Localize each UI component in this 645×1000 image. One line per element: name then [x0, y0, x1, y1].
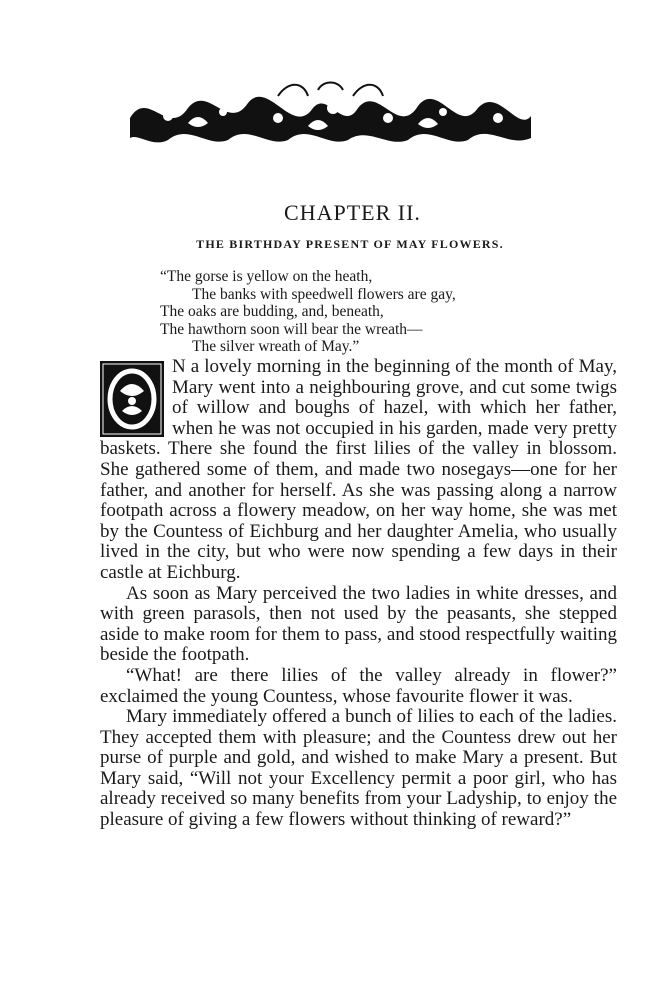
- poem-line: The oaks are budding, and, beneath,: [160, 303, 384, 320]
- chapter-title: THE BIRTHDAY PRESENT OF MAY FLOWERS.: [196, 237, 504, 251]
- epigraph-poem: [160, 268, 456, 356]
- chapter-heading: CHAPTER II.: [284, 200, 421, 225]
- poem-line: The silver wreath of May.”: [192, 338, 360, 355]
- poem-line: The banks with speedwell flowers are gay,: [192, 285, 456, 303]
- paragraph: As soon as Mary perceived the two ladies in white dresses, and with green parasols, then not used by the peasants, she stepped aside to make room for them to pass, and stood respectfully waiting beside the footpath.: [100, 582, 617, 666]
- paragraph: Mary immediately offered a bunch of lilies to each of the ladies. They accepted them with pleasure; and the Countess drew out her purse of purple and gold, and wished to make Mary a present. But Mary said, “Will not your Excellency permit a poor girl, who has already received so many benefits from your Ladyship, to enjoy the pleasure of giving a few flowers without thinking of reward?”: [100, 706, 617, 831]
- paragraph: [100, 357, 617, 584]
- paragraph: “What! are there lilies of the valley already in flower?” exclaimed the young Countess, whose favourite flower it was.: [100, 664, 617, 707]
- dropcap-o-icon: [100, 361, 164, 437]
- floral-ornament-icon: [128, 78, 533, 148]
- chapter-body: [100, 357, 617, 831]
- poem-line: The hawthorn soon will bear the wreath—: [160, 320, 423, 338]
- paragraph-text: N a lovely morning in the beginning of the month of May, Mary went into a neighbouring grove, and cut some twigs of willow and boughs of hazel, with which her father, when he was not occupied in his garden, made very pretty baskets. There she found the first lilies of the valley in blossom. She gathered some of them, and made two nosegays—one for her father, and another for herself. As she was passing along a narrow footpath across a flowery meadow, on her way home, she was met by the Countess of Eichburg and her daughter Amelia, who usually lived in the city, but who were now spending a few days in their castle at Eichburg.: [100, 356, 617, 583]
- poem-line: “The gorse is yellow on the heath,: [160, 268, 373, 285]
